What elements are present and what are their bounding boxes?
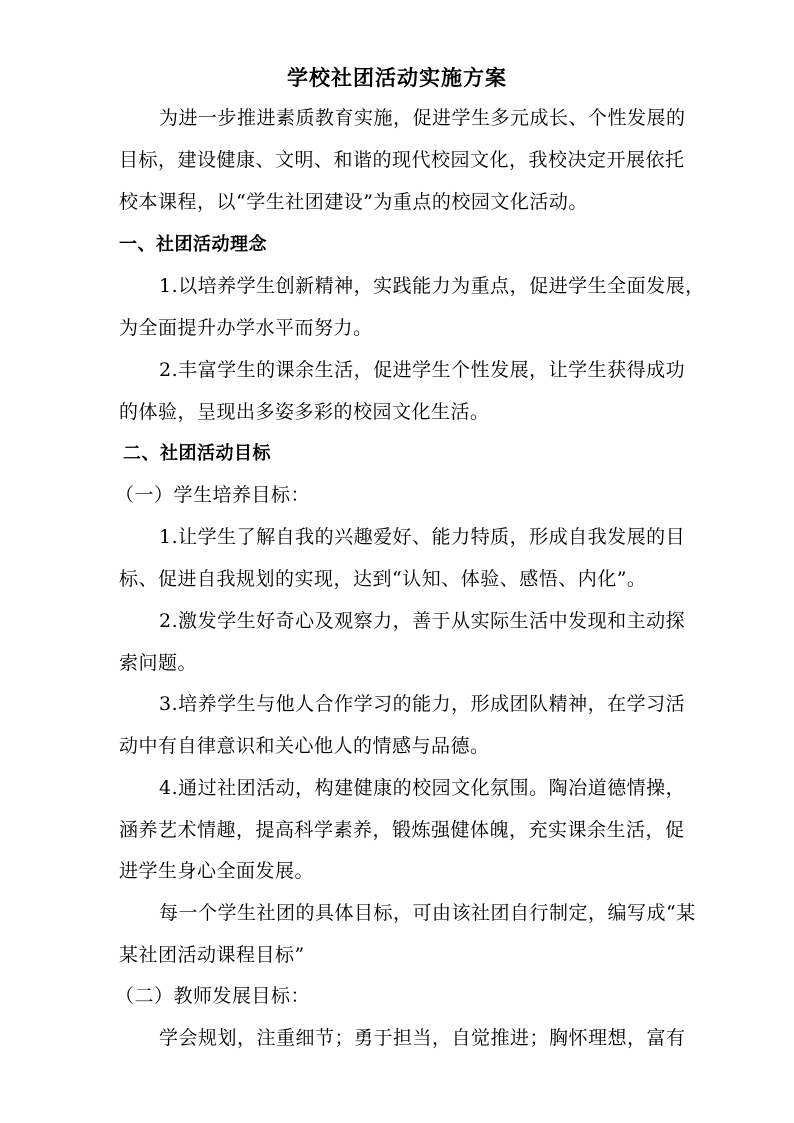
section2-item3-line-1: 3.培养学生与他人合作学习的能力，形成团队精神，在学习活	[159, 693, 686, 715]
document-title: 学校社团活动实施方案	[287, 65, 507, 90]
section2-item3-line-2: 动中有自律意识和关心他人的情感与品德。	[119, 735, 490, 757]
section-heading-2: 二、社团活动目标	[123, 443, 271, 464]
section2-note-line-2: 某社团活动课程目标”	[119, 944, 305, 966]
teacher-goal-line-1: 学会规划，注重细节；勇于担当，自觉推进；胸怀理想，富有	[159, 1027, 686, 1049]
section1-item2-line-1: 2.丰富学生的课余生活，促进学生个性发展，让学生获得成功	[159, 359, 686, 381]
section2-item4-line-2: 涵养艺术情趣，提高科学素养，锻炼强健体魄，充实课余生活，促	[119, 819, 685, 841]
section2-item4-line-1: 4.通过社团活动，构建健康的校园文化氛围。陶冶道德情操，	[159, 777, 686, 799]
section1-item1-line-2: 为全面提升办学水平而努力。	[119, 317, 373, 339]
intro-line-2: 目标，建设健康、文明、和谐的现代校园文化，我校决定开展依托	[119, 149, 685, 171]
section1-item2-line-2: 的体验，呈现出多姿多彩的校园文化生活。	[119, 401, 490, 423]
subsection-heading-1: （一）学生培养目标：	[115, 484, 311, 506]
intro-line-3: 校本课程，以“学生社团建设”为重点的校园文化活动。	[119, 191, 588, 213]
section2-item4-line-3: 进学生身心全面发展。	[119, 860, 315, 882]
section2-item1-line-2: 标、促进自我规划的实现，达到“认知、体验、感悟、内化”。	[119, 568, 647, 590]
section1-item1-line-1: 1.以培养学生创新精神，实践能力为重点，促进学生全面发展，	[159, 275, 705, 297]
intro-line-1: 为进一步推进素质教育实施，促进学生多元成长、个性发展的	[159, 107, 686, 129]
section2-item1-line-1: 1.让学生了解自我的兴趣爱好、能力特质，形成自我发展的目	[159, 526, 686, 548]
section-heading-1: 一、社团活动理念	[119, 234, 267, 255]
section2-item2-line-2: 索问题。	[119, 652, 198, 674]
subsection-heading-2: （二）教师发展目标：	[115, 985, 311, 1007]
section2-item2-line-1: 2.激发学生好奇心及观察力，善于从实际生活中发现和主动探	[159, 610, 686, 632]
section2-note-line-1: 每一个学生社团的具体目标，可由该社团自行制定，编写成“某	[159, 902, 696, 924]
